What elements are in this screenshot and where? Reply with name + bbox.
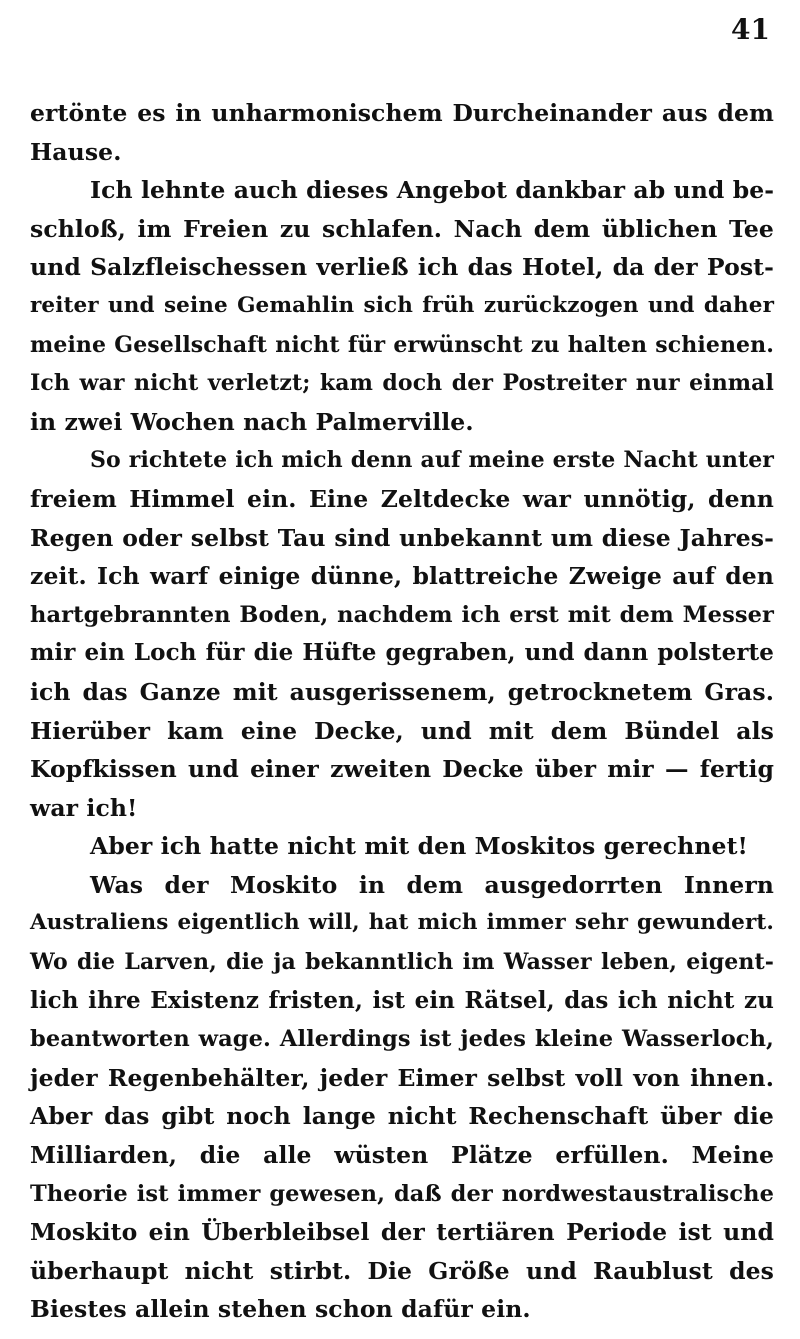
text-line: Hierüber kam eine Decke, und mit dem Bündel als xyxy=(30,716,774,745)
text-line: in zwei Wochen nach Palmerville. xyxy=(30,407,474,436)
text-line: Ich lehnte auch dieses Angebot dankbar ab und be- xyxy=(90,176,775,205)
text-line: ertönte es in unharmonischem Durcheinander aus dem xyxy=(30,99,774,127)
text-line: Theorie ist immer gewesen, daß der nordwestaustralische xyxy=(30,1180,774,1207)
text-line: zeit. Ich warf einige dünne, blattreiche Zweige auf den xyxy=(30,562,774,591)
text-line: schloß, im Freien zu schlafen. Nach dem üblichen Tee xyxy=(30,214,774,243)
text-line: Aber das gibt noch lange nicht Rechenschaft über die xyxy=(30,1102,774,1131)
text-line: Kopfkissen und einer zweiten Decke über mir — fertig xyxy=(30,755,774,784)
text-line: Biestes allein stehen schon dafür ein. xyxy=(30,1295,531,1324)
text-line: hartgebrannten Boden, nachdem ich erst mit dem Messer xyxy=(30,601,774,628)
text-line: überhaupt nicht stirbt. Die Größe und Raublust des xyxy=(30,1256,774,1285)
text-line: Regen oder selbst Tau sind unbekannt um diese Jahres- xyxy=(30,523,774,552)
text-line: Aber ich hatte nicht mit den Moskitos gerechnet! xyxy=(90,832,748,861)
text-line: So richtete ich mich denn auf meine erste Nacht unter xyxy=(90,447,774,474)
text-line: beantworten wage. Allerdings ist jedes kleine Wasserloch, xyxy=(30,1026,774,1053)
text-line: Wo die Larven, die ja bekanntlich im Wasser leben, eigent- xyxy=(30,949,774,976)
text-line: jeder Regenbehälter, jeder Eimer selbst voll von ihnen. xyxy=(30,1063,774,1092)
text-line: mir ein Loch für die Hüfte gegraben, und dann polsterte xyxy=(30,639,774,667)
text-line: und Salzfleischessen verließ ich das Hotel, da der Post- xyxy=(30,253,774,282)
body-text xyxy=(30,94,774,1329)
page-number: 41 xyxy=(731,13,770,46)
text-line: meine Gesellschaft nicht für erwünscht zu halten schienen. xyxy=(30,331,774,358)
text-line: Moskito ein Überbleibsel der tertiären Periode ist und xyxy=(30,1218,774,1247)
text-line: Hause. xyxy=(30,137,122,166)
text-line: Australiens eigentlich will, hat mich immer sehr gewundert. xyxy=(30,910,774,936)
text-line: ich das Ganze mit ausgerissenem, getrocknetem Gras. xyxy=(30,677,774,706)
text-line: reiter und seine Gemahlin sich früh zurückzogen und daher xyxy=(30,292,774,318)
text-line: Was der Moskito in dem ausgedorrten Innern xyxy=(90,870,774,899)
text-line: freiem Himmel ein. Eine Zeltdecke war unnötig, denn xyxy=(30,484,774,513)
text-line: Milliarden, die alle wüsten Plätze erfüllen. Meine xyxy=(30,1141,774,1170)
text-line: lich ihre Existenz fristen, ist ein Rätsel, das ich nicht zu xyxy=(30,986,774,1014)
text-line: Ich war nicht verletzt; kam doch der Postreiter nur einmal xyxy=(30,370,774,397)
text-line: war ich! xyxy=(30,793,138,822)
